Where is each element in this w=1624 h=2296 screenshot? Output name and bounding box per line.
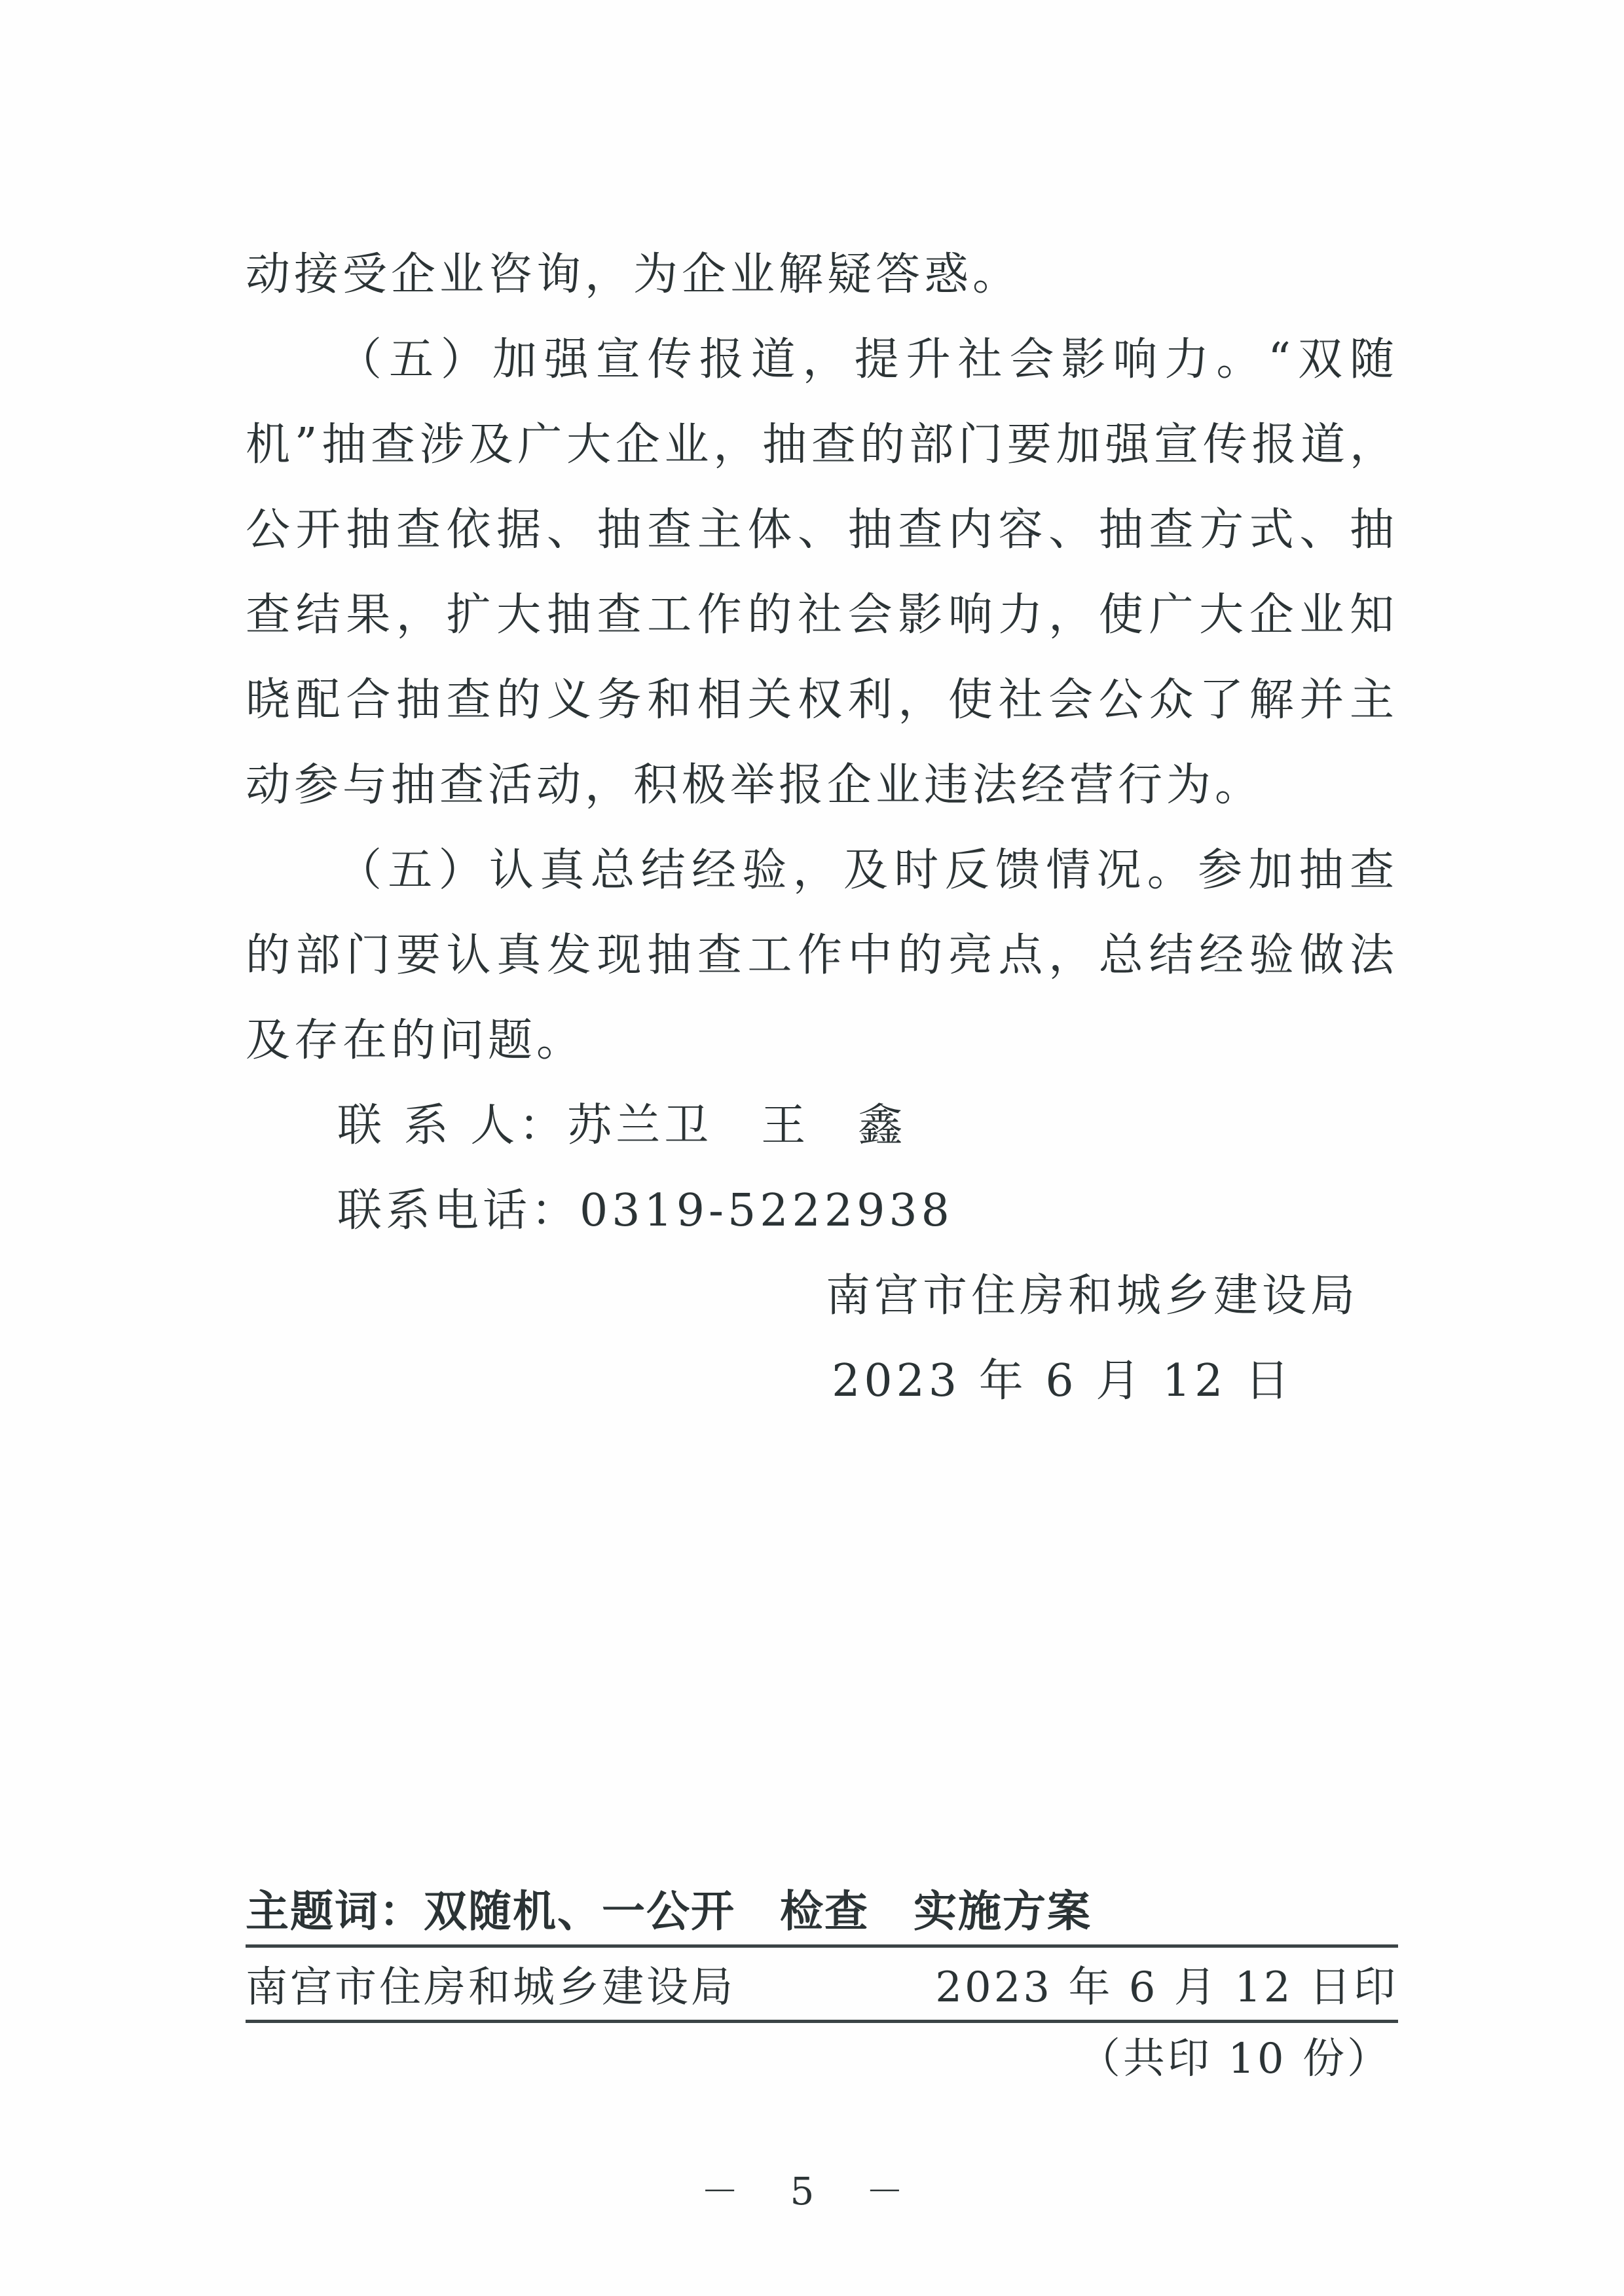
signature-date: 2023 年 6 月 12 日 [832,1355,1293,1407]
signature-block [826,1254,1359,1424]
subject-keywords: 主题词：双随机、一公开 检查 实施方案 [246,1886,1092,1937]
contact-persons: 联 系 人：苏兰卫 王 鑫 [337,1100,907,1152]
document-body [246,232,1398,1254]
print-copies: （共印 10 份） [1078,2035,1392,2083]
print-info-line [246,1948,1398,2020]
paragraph-summary: （五）认真总结经验，及时反馈情况。参加抽查的部门要认真发现抽查工作中的亮点，总结经验做法及存在的问题。 [246,845,1398,1066]
paragraph-publicity: （五）加强宣传报道，提升社会影响力。“双随机”抽查涉及广大企业，抽查的部门要加强宣传报道，公开抽查依据、抽查主体、抽查内容、抽查方式、抽查结果，扩大抽查工作的社会影响力，使广大企业知晓配合抽查的义务和相关权利，使社会公众了解并主动参与抽查活动，积极举报企业违法经营行为。 [246,334,1398,811]
print-date: 2023 年 6 月 12 日印 [935,1963,1398,2012]
page-number: － 5 － [701,2169,923,2214]
paragraph-continuation: 动接受企业咨询，为企业解疑答惑。 [246,249,1022,301]
document-footer [246,1882,1398,2095]
issuer-name: 南宫市住房和城乡建设局 [246,1963,735,2012]
signature-organization: 南宫市住房和城乡建设局 [825,1270,1359,1322]
contact-phone: 联系电话：0319-5222938 [337,1185,953,1237]
